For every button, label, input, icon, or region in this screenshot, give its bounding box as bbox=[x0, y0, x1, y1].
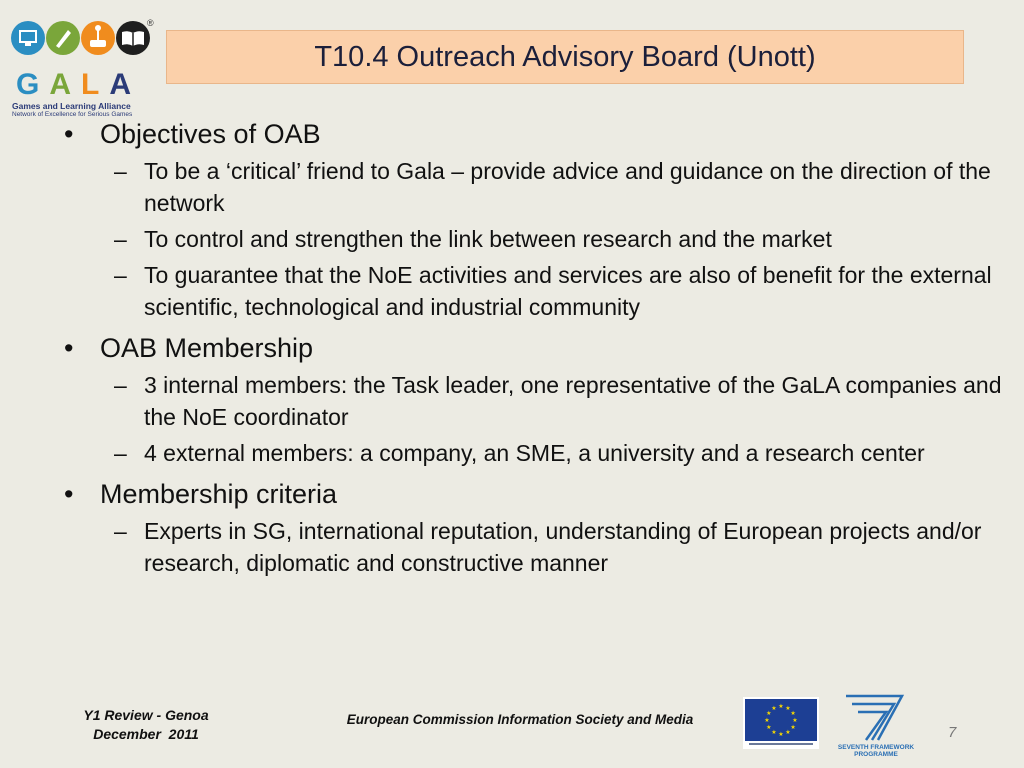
footer-event-line1: Y1 Review - Genoa bbox=[83, 707, 209, 723]
page-number: 7 bbox=[948, 724, 957, 741]
registered-mark: ® bbox=[147, 18, 154, 28]
eu-star-icon: ★ bbox=[766, 710, 772, 717]
bullet-mark: • bbox=[64, 479, 74, 509]
sub-bullet bbox=[114, 515, 1014, 579]
dash-mark: – bbox=[114, 440, 127, 466]
seventh-framework-logo bbox=[838, 688, 914, 758]
bullet-group bbox=[64, 117, 1014, 579]
gala-logo-icons bbox=[10, 18, 150, 58]
dash-mark: – bbox=[114, 262, 127, 288]
eu-star-icon: ★ bbox=[790, 724, 796, 731]
bullet-text: Objectives of OAB bbox=[100, 119, 321, 149]
bullet-text: Membership criteria bbox=[100, 479, 338, 509]
eu-star-icon: ★ bbox=[785, 704, 791, 712]
sub-bullet-text: Experts in SG, international reputation, understanding of European projects and/or research, diplomatic and constructive manner bbox=[144, 518, 982, 576]
bullet-objectives bbox=[64, 117, 1014, 151]
sub-bullet-text: 3 internal members: the Task leader, one representative of the GaLA companies and the NoE coordinator bbox=[144, 372, 1002, 430]
sub-bullet bbox=[114, 155, 1014, 219]
dash-mark: – bbox=[114, 158, 127, 184]
bullet-text: OAB Membership bbox=[100, 333, 314, 363]
eu-star-icon: ★ bbox=[778, 731, 784, 738]
footer-event-line2: December 2011 bbox=[93, 726, 199, 742]
footer-organization: European Commission Information Society and Media bbox=[346, 712, 694, 727]
dash-mark: – bbox=[114, 226, 127, 252]
eu-star-icon: ★ bbox=[785, 729, 791, 737]
sub-bullet-text: To control and strengthen the link between research and the market bbox=[144, 226, 832, 252]
eu-flag-icon bbox=[743, 697, 819, 749]
dash-mark: – bbox=[114, 518, 127, 544]
slide-title-box bbox=[166, 30, 964, 84]
gala-logo bbox=[10, 18, 154, 118]
eu-star-icon: ★ bbox=[771, 729, 777, 737]
slide-content bbox=[64, 117, 1014, 579]
monitor-icon bbox=[11, 21, 45, 55]
footer-event bbox=[60, 706, 232, 744]
sub-bullet bbox=[114, 223, 1014, 255]
sub-bullet-text: To be a ‘critical’ friend to Gala – provide advice and guidance on the direction of the network bbox=[144, 158, 991, 216]
slide-title: T10.4 Outreach Advisory Board (Unott) bbox=[314, 40, 816, 73]
bullet-membership bbox=[64, 331, 1014, 365]
bullet-mark: • bbox=[64, 119, 74, 149]
logo-subtitle: Games and Learning Alliance bbox=[12, 101, 131, 111]
bullet-mark: • bbox=[64, 333, 74, 363]
eu-star-icon: ★ bbox=[766, 724, 772, 731]
sub-bullet bbox=[114, 259, 1014, 323]
sub-bullet-text: 4 external members: a company, an SME, a university and a research center bbox=[144, 440, 925, 466]
sub-bullet bbox=[114, 369, 1014, 433]
sub-bullet bbox=[114, 437, 1014, 469]
logo-tagline: Network of Excellence for Serious Games bbox=[12, 111, 133, 118]
fp7-label-line1: SEVENTH FRAMEWORK bbox=[838, 744, 914, 751]
eu-star-icon: ★ bbox=[792, 717, 798, 724]
sub-bullet-text: To guarantee that the NoE activities and services are also of benefit for the external scientific, technological and industrial community bbox=[144, 262, 992, 320]
eu-star-icon: ★ bbox=[764, 717, 770, 724]
eu-star-icon: ★ bbox=[771, 704, 777, 712]
eu-star-icon: ★ bbox=[790, 710, 796, 717]
gala-wordmark: GALA bbox=[16, 68, 142, 101]
eu-star-icon: ★ bbox=[778, 703, 784, 710]
dash-mark: – bbox=[114, 372, 127, 398]
fp7-label-line2: PROGRAMME bbox=[854, 751, 898, 758]
bullet-criteria bbox=[64, 477, 1014, 511]
